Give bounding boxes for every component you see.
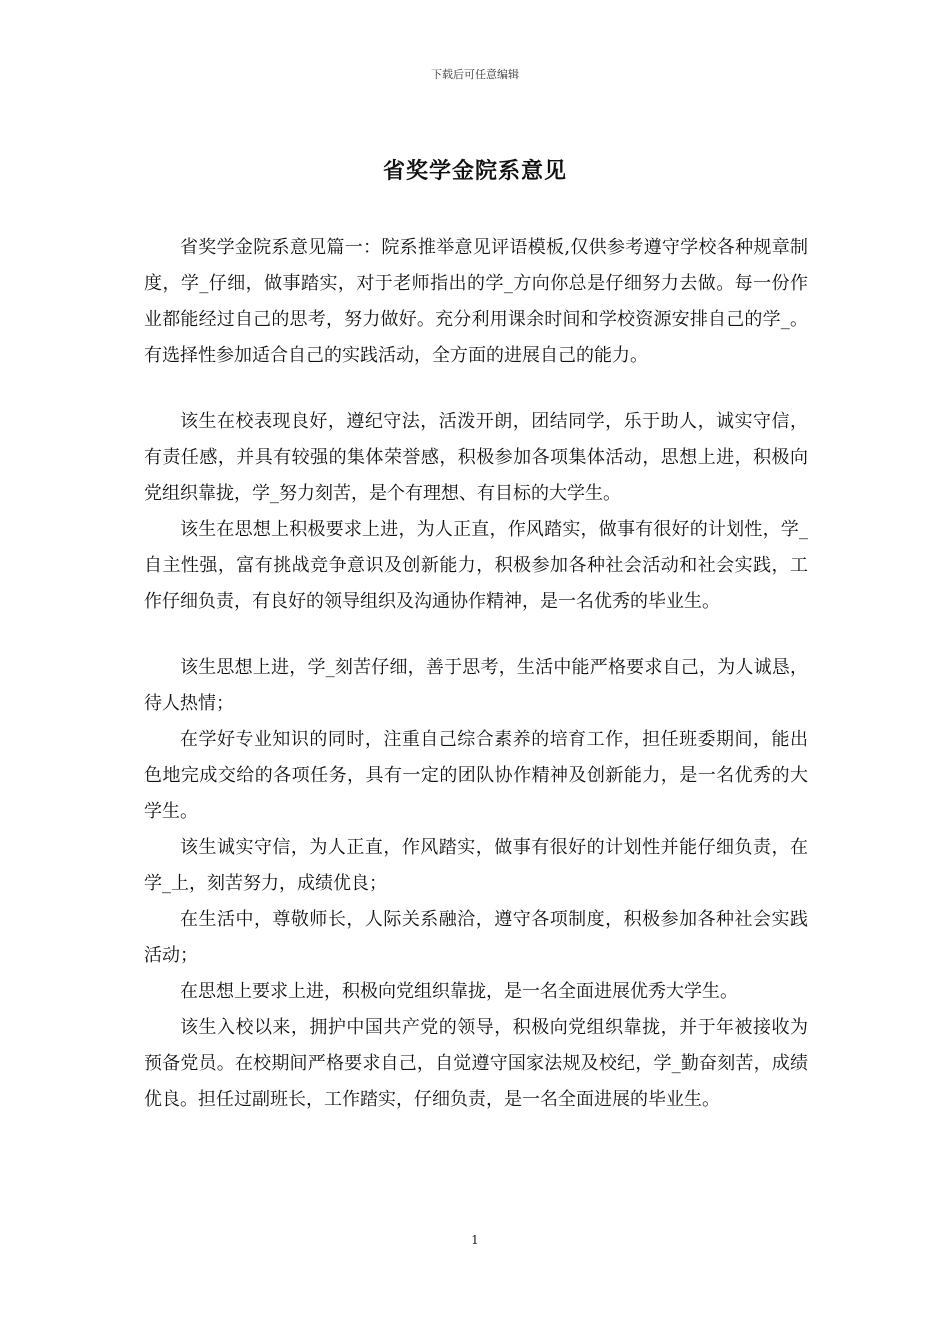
- paragraph: 该生诚实守信，为人正直，作风踏实，做事有很好的计划性并能仔细负责，在学_上，刻苦努力，成绩优良；: [144, 837, 808, 894]
- paragraph: 省奖学金院系意见篇一：院系推举意见评语模板,仅供参考遵守学校各种规章制度，学_仔细，做事踏实，对于老师指出的学_方向你总是仔细努力去做。每一份作业都能经过自己的思考，努力做好。充分利用课余时间和学校资源安排自己的学_。有选择性参加适合自己的实践活动，全方面的进展自己的能力。: [144, 237, 808, 366]
- paragraph: 在生活中，尊敬师长，人际关系融洽，遵守各项制度，积极参加各种社会实践活动；: [144, 909, 808, 966]
- paragraph: 该生思想上进，学_刻苦仔细，善于思考，生活中能严格要求自己，为人诚恳，待人热情；: [144, 657, 808, 714]
- document-title: 省奖学金院系意见: [382, 158, 567, 184]
- page-header: 下载后可任意编辑: [431, 68, 519, 81]
- paragraph: 该生在思想上积极要求上进，为人正直，作风踏实，做事有很好的计划性，学_自主性强，富有挑战竞争意识及创新能力，积极参加各种社会活动和社会实践，工作仔细负责，有良好的领导组织及沟通协作精神，是一名优秀的毕业生。: [144, 519, 808, 612]
- paragraph: 该生在校表现良好，遵纪守法，活泼开朗，团结同学，乐于助人，诚实守信，有责任感，并具有较强的集体荣誉感，积极参加各项集体活动，思想上进，积极向党组织靠拢，学_努力刻苦，是个有理想、有目标的大学生。: [144, 411, 808, 504]
- paragraph: 在学好专业知识的同时，注重自己综合素养的培育工作，担任班委期间，能出色地完成交给的各项任务，具有一定的团队协作精神及创新能力，是一名优秀的大学生。: [144, 729, 808, 822]
- paragraph: 在思想上要求上进，积极向党组织靠拢，是一名全面进展优秀大学生。: [180, 981, 738, 1002]
- document-body: [144, 230, 808, 1118]
- page-number: 1: [471, 1233, 479, 1247]
- paragraph: 该生入校以来，拥护中国共产党的领导，积极向党组织靠拢，并于年被接收为预备党员。在校期间严格要求自己，自觉遵守国家法规及校纪，学_勤奋刻苦，成绩优良。担任过副班长，工作踏实，仔细负责，是一名全面进展的毕业生。: [144, 1017, 808, 1110]
